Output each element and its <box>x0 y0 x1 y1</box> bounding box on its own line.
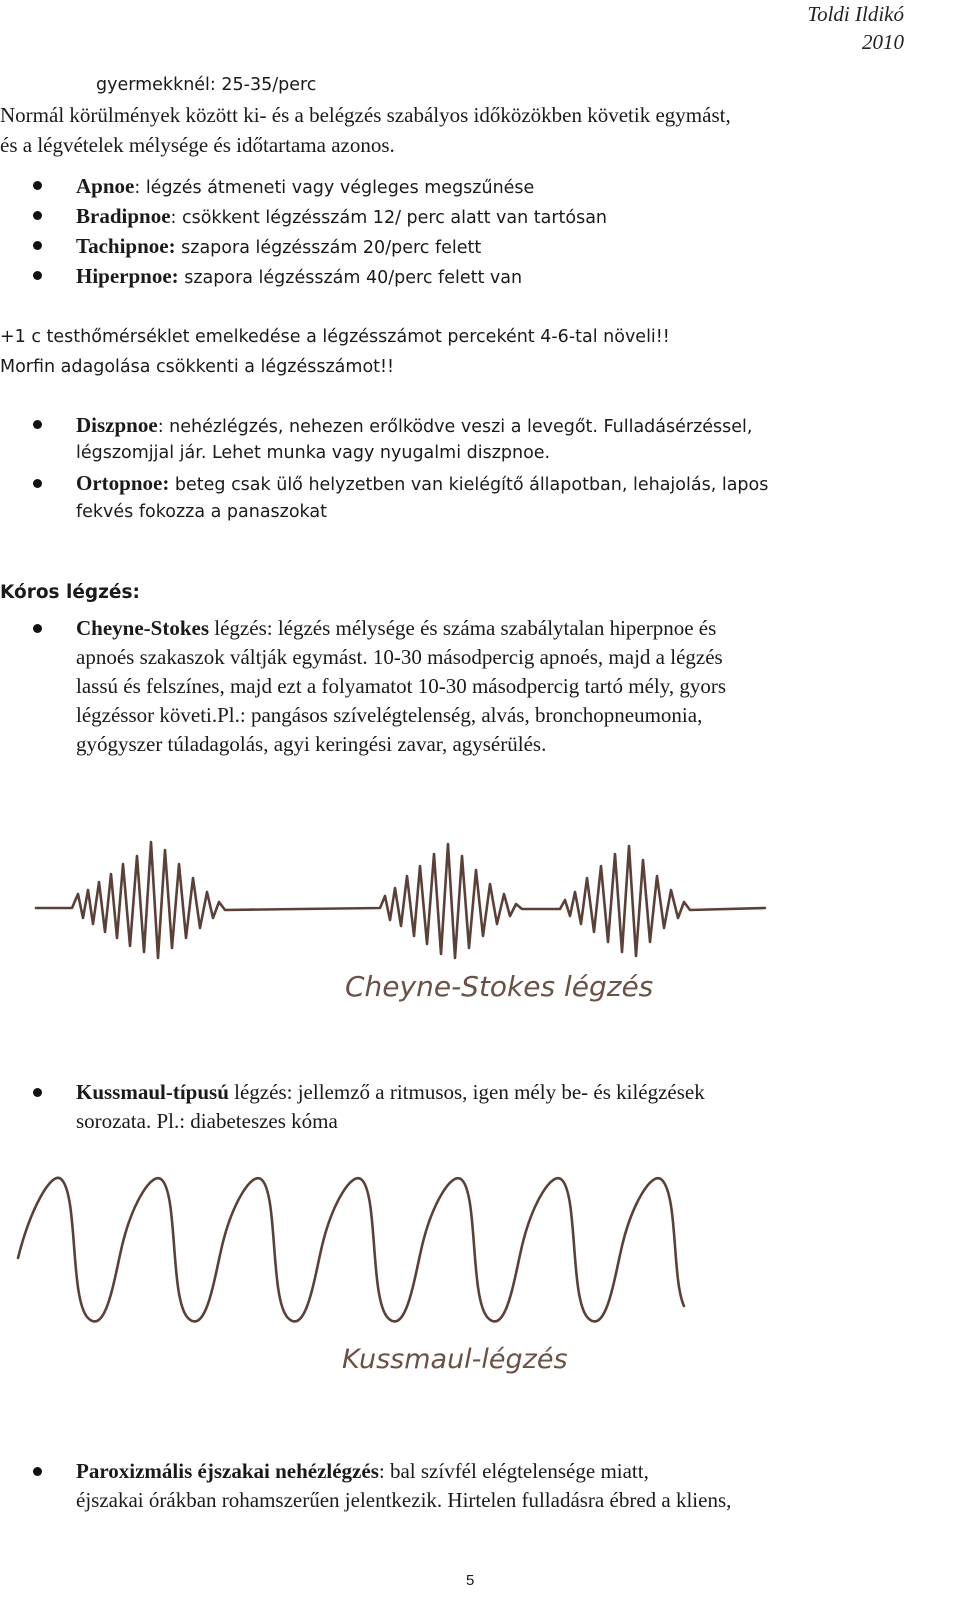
bullet-icon <box>33 181 42 190</box>
definition: : nehézlégzés, nehezen erőlködve veszi a levegőt. Fulladásérzéssel, <box>157 417 753 437</box>
term-apnoe: Apnoe <box>76 174 135 198</box>
section-heading: Kóros légzés: <box>0 582 140 603</box>
term-tachipnoe: Tachipnoe: <box>76 234 176 258</box>
cheyne-line-4: gyógyszer túladagolás, agyi keringési zavar, agysérülés. <box>76 732 547 756</box>
term-cheyne-stokes: Cheyne-Stokes <box>76 616 210 640</box>
bullet-icon <box>33 624 42 633</box>
definition: : csökkent légzésszám 12/ perc alatt van tartósan <box>170 208 608 228</box>
list-item <box>76 231 481 263</box>
page-number: 5 <box>466 1572 475 1589</box>
intro-line-1: gyermekknél: 25-35/perc <box>96 75 317 95</box>
page-header <box>807 0 904 56</box>
list-item <box>76 1456 649 1486</box>
note-line-2: Morfin adagolása csökkenti a légzésszámot!! <box>0 357 395 377</box>
bullet-icon <box>33 479 42 488</box>
intro-line-2: Normál körülmények között ki- és a belégzés szabályos időközökben követik egymást, <box>0 103 731 127</box>
cheyne-line-1: apnoés szakaszok váltják egymást. 10-30 másodpercig apnoés, majd a légzés <box>76 645 723 669</box>
list-item <box>76 261 522 293</box>
definition: : bal szívfél elégtelensége miatt, <box>378 1459 649 1483</box>
definition: légzés: légzés mélysége és száma szabálytalan hiperpnoe és <box>209 616 717 640</box>
intro-line-3: és a légvételek mélysége és időtartama azonos. <box>0 133 395 157</box>
definition: szapora légzésszám 40/perc felett van <box>178 268 523 288</box>
list-item <box>76 1077 705 1107</box>
term-ortopnoe: Ortopnoe: <box>76 471 170 495</box>
term-diszpnoe: Diszpnoe <box>76 413 158 437</box>
list-item <box>76 468 768 500</box>
definition-continuation: fekvés fokozza a panaszokat <box>76 502 327 522</box>
definition: légzés: jellemző a ritmusos, igen mély be- és kilégzések <box>228 1080 705 1104</box>
cheyne-line-2: lassú és felszínes, majd ezt a folyamatot 10-30 másodpercig tartó mély, gyors <box>76 674 727 698</box>
cheyne-stokes-wave <box>36 842 765 958</box>
term-bradipnoe: Bradipnoe <box>76 204 171 228</box>
definition-continuation: légszomjjal jár. Lehet munka vagy nyugalmi diszpnoe. <box>76 443 551 463</box>
list-item <box>76 171 534 203</box>
bullet-icon <box>33 271 42 280</box>
definition: : légzés átmeneti vagy végleges megszűnése <box>134 178 535 198</box>
note-line-1: +1 c testhőmérséklet emelkedése a légzésszámot perceként 4-6-tal növeli!! <box>0 327 670 347</box>
bullet-icon <box>33 241 42 250</box>
kussmaul-wave <box>18 1178 684 1322</box>
bullet-icon <box>33 420 42 429</box>
cheyne-stokes-drawing <box>0 820 960 1020</box>
bullet-icon <box>33 211 42 220</box>
term-paroxizmalis: Paroxizmális éjszakai nehézlégzés <box>76 1459 379 1483</box>
kussmaul-line-2: sorozata. Pl.: diabeteszes kóma <box>76 1109 338 1133</box>
term-kussmaul: Kussmaul-típusú <box>76 1080 229 1104</box>
bullet-icon <box>33 1467 42 1476</box>
kussmaul-drawing <box>0 1150 960 1400</box>
paroxizmalis-line-2: éjszakai órákban rohamszerűen jelentkezik. Hirtelen fulladásra ébred a kliens, <box>76 1488 732 1512</box>
cheyne-line-3: légzéssor követi.Pl.: pangásos szívelégtelenség, alvás, bronchopneumonia, <box>76 703 703 727</box>
list-item <box>76 613 716 643</box>
bullet-icon <box>33 1088 42 1097</box>
list-item <box>76 201 607 233</box>
header-year: 2010 <box>862 30 904 54</box>
kussmaul-caption: Kussmaul-légzés <box>342 1344 568 1375</box>
header-author: Toldi Ildikó <box>807 2 904 26</box>
definition: szapora légzésszám 20/perc felett <box>175 238 482 258</box>
term-hiperpnoe: Hiperpnoe: <box>76 264 179 288</box>
definition: beteg csak ülő helyzetben van kielégítő állapotban, lehajolás, lapos <box>169 475 769 495</box>
cheyne-stokes-caption: Cheyne-Stokes légzés <box>345 970 654 1003</box>
